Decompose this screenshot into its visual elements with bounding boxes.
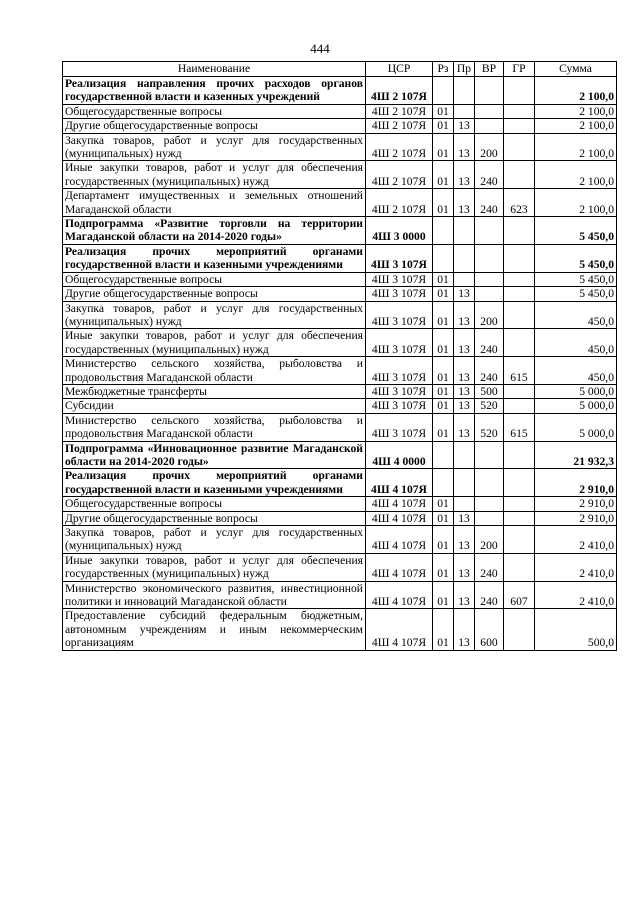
- row-gr: 607: [504, 581, 535, 609]
- row-vr: [475, 77, 504, 105]
- row-name: Субсидии: [63, 399, 366, 413]
- row-sum: 2 100,0: [535, 104, 617, 118]
- row-csr: 4Ш 3 107Я: [366, 287, 433, 301]
- row-pr: [454, 77, 475, 105]
- row-pr: 13: [454, 161, 475, 189]
- row-pr: 13: [454, 133, 475, 161]
- row-vr: 240: [475, 329, 504, 357]
- table-row: [63, 244, 617, 272]
- row-pr: [454, 469, 475, 497]
- row-rz: 01: [433, 511, 454, 525]
- row-csr: 4Ш 2 107Я: [366, 133, 433, 161]
- row-name: Министерство сельского хозяйства, рыболовства и продовольствия Магаданской области: [63, 357, 366, 385]
- row-rz: [433, 244, 454, 272]
- row-vr: 200: [475, 133, 504, 161]
- row-rz: 01: [433, 497, 454, 511]
- row-vr: 240: [475, 581, 504, 609]
- table-row: [63, 329, 617, 357]
- row-gr: 623: [504, 189, 535, 217]
- table-row: [63, 413, 617, 441]
- row-pr: 13: [454, 301, 475, 329]
- row-gr: 615: [504, 357, 535, 385]
- row-rz: 01: [433, 119, 454, 133]
- row-pr: 13: [454, 287, 475, 301]
- row-sum: 5 000,0: [535, 413, 617, 441]
- row-gr: [504, 609, 535, 650]
- table-row: [63, 287, 617, 301]
- row-pr: 13: [454, 526, 475, 554]
- row-gr: [504, 301, 535, 329]
- row-name: Министерство экономического развития, инвестиционной политики и инноваций Магаданской области: [63, 581, 366, 609]
- row-rz: 01: [433, 357, 454, 385]
- table-row: [63, 104, 617, 118]
- row-rz: 01: [433, 609, 454, 650]
- row-rz: 01: [433, 581, 454, 609]
- row-csr: 4Ш 3 107Я: [366, 413, 433, 441]
- row-name: Иные закупки товаров, работ и услуг для обеспечения государственных (муниципальных) нужд: [63, 553, 366, 581]
- row-rz: 01: [433, 553, 454, 581]
- row-pr: 13: [454, 384, 475, 398]
- row-gr: 615: [504, 413, 535, 441]
- header-gr: ГР: [504, 62, 535, 77]
- row-name: Иные закупки товаров, работ и услуг для обеспечения государственных (муниципальных) нужд: [63, 329, 366, 357]
- row-pr: 13: [454, 609, 475, 650]
- row-vr: [475, 497, 504, 511]
- header-vr: ВР: [475, 62, 504, 77]
- row-gr: [504, 272, 535, 286]
- row-name: Другие общегосударственные вопросы: [63, 511, 366, 525]
- row-sum: 2 100,0: [535, 119, 617, 133]
- row-pr: 13: [454, 357, 475, 385]
- header-pr: Пр: [454, 62, 475, 77]
- row-csr: 4Ш 3 107Я: [366, 357, 433, 385]
- row-gr: [504, 217, 535, 245]
- row-vr: 600: [475, 609, 504, 650]
- row-pr: [454, 272, 475, 286]
- row-gr: [504, 384, 535, 398]
- row-sum: 2 410,0: [535, 553, 617, 581]
- row-csr: 4Ш 4 107Я: [366, 553, 433, 581]
- row-name: Предоставление субсидий федеральным бюджетным, автономным учреждениям и иным некоммерческим организациям: [63, 609, 366, 650]
- row-rz: 01: [433, 189, 454, 217]
- row-name: Подпрограмма «Развитие торговли на территории Магаданской области на 2014-2020 годы»: [63, 217, 366, 245]
- row-gr: [504, 287, 535, 301]
- row-sum: 5 450,0: [535, 287, 617, 301]
- row-name: Иные закупки товаров, работ и услуг для обеспечения государственных (муниципальных) нужд: [63, 161, 366, 189]
- row-pr: 13: [454, 399, 475, 413]
- row-rz: [433, 441, 454, 469]
- row-pr: [454, 497, 475, 511]
- row-vr: 240: [475, 553, 504, 581]
- row-pr: 13: [454, 413, 475, 441]
- row-rz: 01: [433, 104, 454, 118]
- row-gr: [504, 329, 535, 357]
- row-rz: 01: [433, 413, 454, 441]
- row-csr: 4Ш 4 107Я: [366, 469, 433, 497]
- row-sum: 2 910,0: [535, 469, 617, 497]
- row-pr: 13: [454, 189, 475, 217]
- table-row: [63, 497, 617, 511]
- row-name: Общегосударственные вопросы: [63, 104, 366, 118]
- row-pr: 13: [454, 553, 475, 581]
- row-vr: [475, 511, 504, 525]
- row-gr: [504, 497, 535, 511]
- row-csr: 4Ш 4 107Я: [366, 526, 433, 554]
- header-csr: ЦСР: [366, 62, 433, 77]
- row-name: Реализация прочих мероприятий органами государственной власти и казенными учреждениями: [63, 244, 366, 272]
- row-vr: [475, 469, 504, 497]
- row-vr: [475, 217, 504, 245]
- row-name: Общегосударственные вопросы: [63, 272, 366, 286]
- row-csr: 4Ш 3 107Я: [366, 329, 433, 357]
- row-name: Закупка товаров, работ и услуг для государственных (муниципальных) нужд: [63, 301, 366, 329]
- row-csr: 4Ш 2 107Я: [366, 104, 433, 118]
- row-sum: 500,0: [535, 609, 617, 650]
- row-gr: [504, 526, 535, 554]
- row-csr: 4Ш 3 107Я: [366, 399, 433, 413]
- row-name: Межбюджетные трансферты: [63, 384, 366, 398]
- header-name: Наименование: [63, 62, 366, 77]
- row-gr: [504, 553, 535, 581]
- table-row: [63, 399, 617, 413]
- table-row: [63, 384, 617, 398]
- table-row: [63, 441, 617, 469]
- row-vr: [475, 244, 504, 272]
- row-sum: 2 910,0: [535, 511, 617, 525]
- row-vr: [475, 119, 504, 133]
- row-csr: 4Ш 3 107Я: [366, 244, 433, 272]
- row-name: Общегосударственные вопросы: [63, 497, 366, 511]
- table-row: [63, 119, 617, 133]
- row-vr: 500: [475, 384, 504, 398]
- table-row: [63, 217, 617, 245]
- row-gr: [504, 77, 535, 105]
- row-gr: [504, 161, 535, 189]
- row-sum: 2 410,0: [535, 526, 617, 554]
- table-row: [63, 189, 617, 217]
- row-sum: 450,0: [535, 357, 617, 385]
- table-row: [63, 133, 617, 161]
- row-gr: [504, 119, 535, 133]
- row-csr: 4Ш 2 107Я: [366, 119, 433, 133]
- row-sum: 5 450,0: [535, 217, 617, 245]
- row-sum: 5 000,0: [535, 384, 617, 398]
- header-sum: Сумма: [535, 62, 617, 77]
- row-csr: 4Ш 4 107Я: [366, 511, 433, 525]
- table-row: [63, 526, 617, 554]
- row-vr: 240: [475, 161, 504, 189]
- row-rz: 01: [433, 161, 454, 189]
- row-pr: [454, 104, 475, 118]
- row-name: Подпрограмма «Инновационное развитие Магаданской области на 2014-2020 годы»: [63, 441, 366, 469]
- row-pr: 13: [454, 329, 475, 357]
- row-rz: 01: [433, 526, 454, 554]
- row-sum: 2 410,0: [535, 581, 617, 609]
- row-sum: 450,0: [535, 329, 617, 357]
- page-number: 444: [310, 41, 330, 56]
- table-row: [63, 581, 617, 609]
- row-vr: [475, 287, 504, 301]
- row-sum: 450,0: [535, 301, 617, 329]
- table-row: [63, 272, 617, 286]
- row-sum: 2 100,0: [535, 77, 617, 105]
- row-rz: 01: [433, 399, 454, 413]
- row-vr: 240: [475, 357, 504, 385]
- row-rz: [433, 77, 454, 105]
- row-csr: 4Ш 3 107Я: [366, 272, 433, 286]
- row-rz: 01: [433, 329, 454, 357]
- row-sum: 21 932,3: [535, 441, 617, 469]
- row-csr: 4Ш 4 107Я: [366, 497, 433, 511]
- table-row: [63, 301, 617, 329]
- table-row: [63, 161, 617, 189]
- row-csr: 4Ш 2 107Я: [366, 189, 433, 217]
- row-gr: [504, 104, 535, 118]
- row-sum: 2 100,0: [535, 161, 617, 189]
- row-csr: 4Ш 4 107Я: [366, 609, 433, 650]
- table-row: [63, 357, 617, 385]
- row-rz: [433, 469, 454, 497]
- table-row: [63, 511, 617, 525]
- row-gr: [504, 133, 535, 161]
- row-csr: 4Ш 4 107Я: [366, 581, 433, 609]
- row-sum: 5 450,0: [535, 244, 617, 272]
- row-sum: 2 100,0: [535, 189, 617, 217]
- row-vr: 240: [475, 189, 504, 217]
- table-row: [63, 553, 617, 581]
- row-name: Другие общегосударственные вопросы: [63, 119, 366, 133]
- row-rz: 01: [433, 133, 454, 161]
- row-pr: [454, 441, 475, 469]
- row-csr: 4Ш 2 107Я: [366, 77, 433, 105]
- row-name: Министерство сельского хозяйства, рыболовства и продовольствия Магаданской области: [63, 413, 366, 441]
- row-pr: [454, 217, 475, 245]
- row-name: Департамент имущественных и земельных отношений Магаданской области: [63, 189, 366, 217]
- row-rz: 01: [433, 272, 454, 286]
- row-vr: 200: [475, 301, 504, 329]
- row-csr: 4Ш 3 0000: [366, 217, 433, 245]
- row-gr: [504, 511, 535, 525]
- row-sum: 5 000,0: [535, 399, 617, 413]
- row-vr: [475, 272, 504, 286]
- row-vr: 200: [475, 526, 504, 554]
- row-vr: [475, 441, 504, 469]
- row-name: Реализация прочих мероприятий органами государственной власти и казенными учреждениями: [63, 469, 366, 497]
- row-sum: 2 100,0: [535, 133, 617, 161]
- row-csr: 4Ш 3 107Я: [366, 301, 433, 329]
- row-sum: 2 910,0: [535, 497, 617, 511]
- row-rz: 01: [433, 287, 454, 301]
- table-row: [63, 609, 617, 650]
- row-rz: [433, 217, 454, 245]
- table-header-row: [63, 62, 617, 77]
- row-gr: [504, 441, 535, 469]
- row-vr: 520: [475, 413, 504, 441]
- row-gr: [504, 469, 535, 497]
- row-rz: 01: [433, 301, 454, 329]
- row-gr: [504, 399, 535, 413]
- row-sum: 5 450,0: [535, 272, 617, 286]
- row-gr: [504, 244, 535, 272]
- header-rz: Рз: [433, 62, 454, 77]
- row-csr: 4Ш 2 107Я: [366, 161, 433, 189]
- row-pr: 13: [454, 581, 475, 609]
- row-vr: 520: [475, 399, 504, 413]
- row-pr: 13: [454, 119, 475, 133]
- row-rz: 01: [433, 384, 454, 398]
- row-name: Другие общегосударственные вопросы: [63, 287, 366, 301]
- row-csr: 4Ш 4 0000: [366, 441, 433, 469]
- row-pr: 13: [454, 511, 475, 525]
- budget-table: [62, 61, 617, 651]
- row-name: Реализация направления прочих расходов органов государственной власти и казенных учреждений: [63, 77, 366, 105]
- row-name: Закупка товаров, работ и услуг для государственных (муниципальных) нужд: [63, 133, 366, 161]
- row-csr: 4Ш 3 107Я: [366, 384, 433, 398]
- table-row: [63, 469, 617, 497]
- row-name: Закупка товаров, работ и услуг для государственных (муниципальных) нужд: [63, 526, 366, 554]
- row-vr: [475, 104, 504, 118]
- row-pr: [454, 244, 475, 272]
- table-row: [63, 77, 617, 105]
